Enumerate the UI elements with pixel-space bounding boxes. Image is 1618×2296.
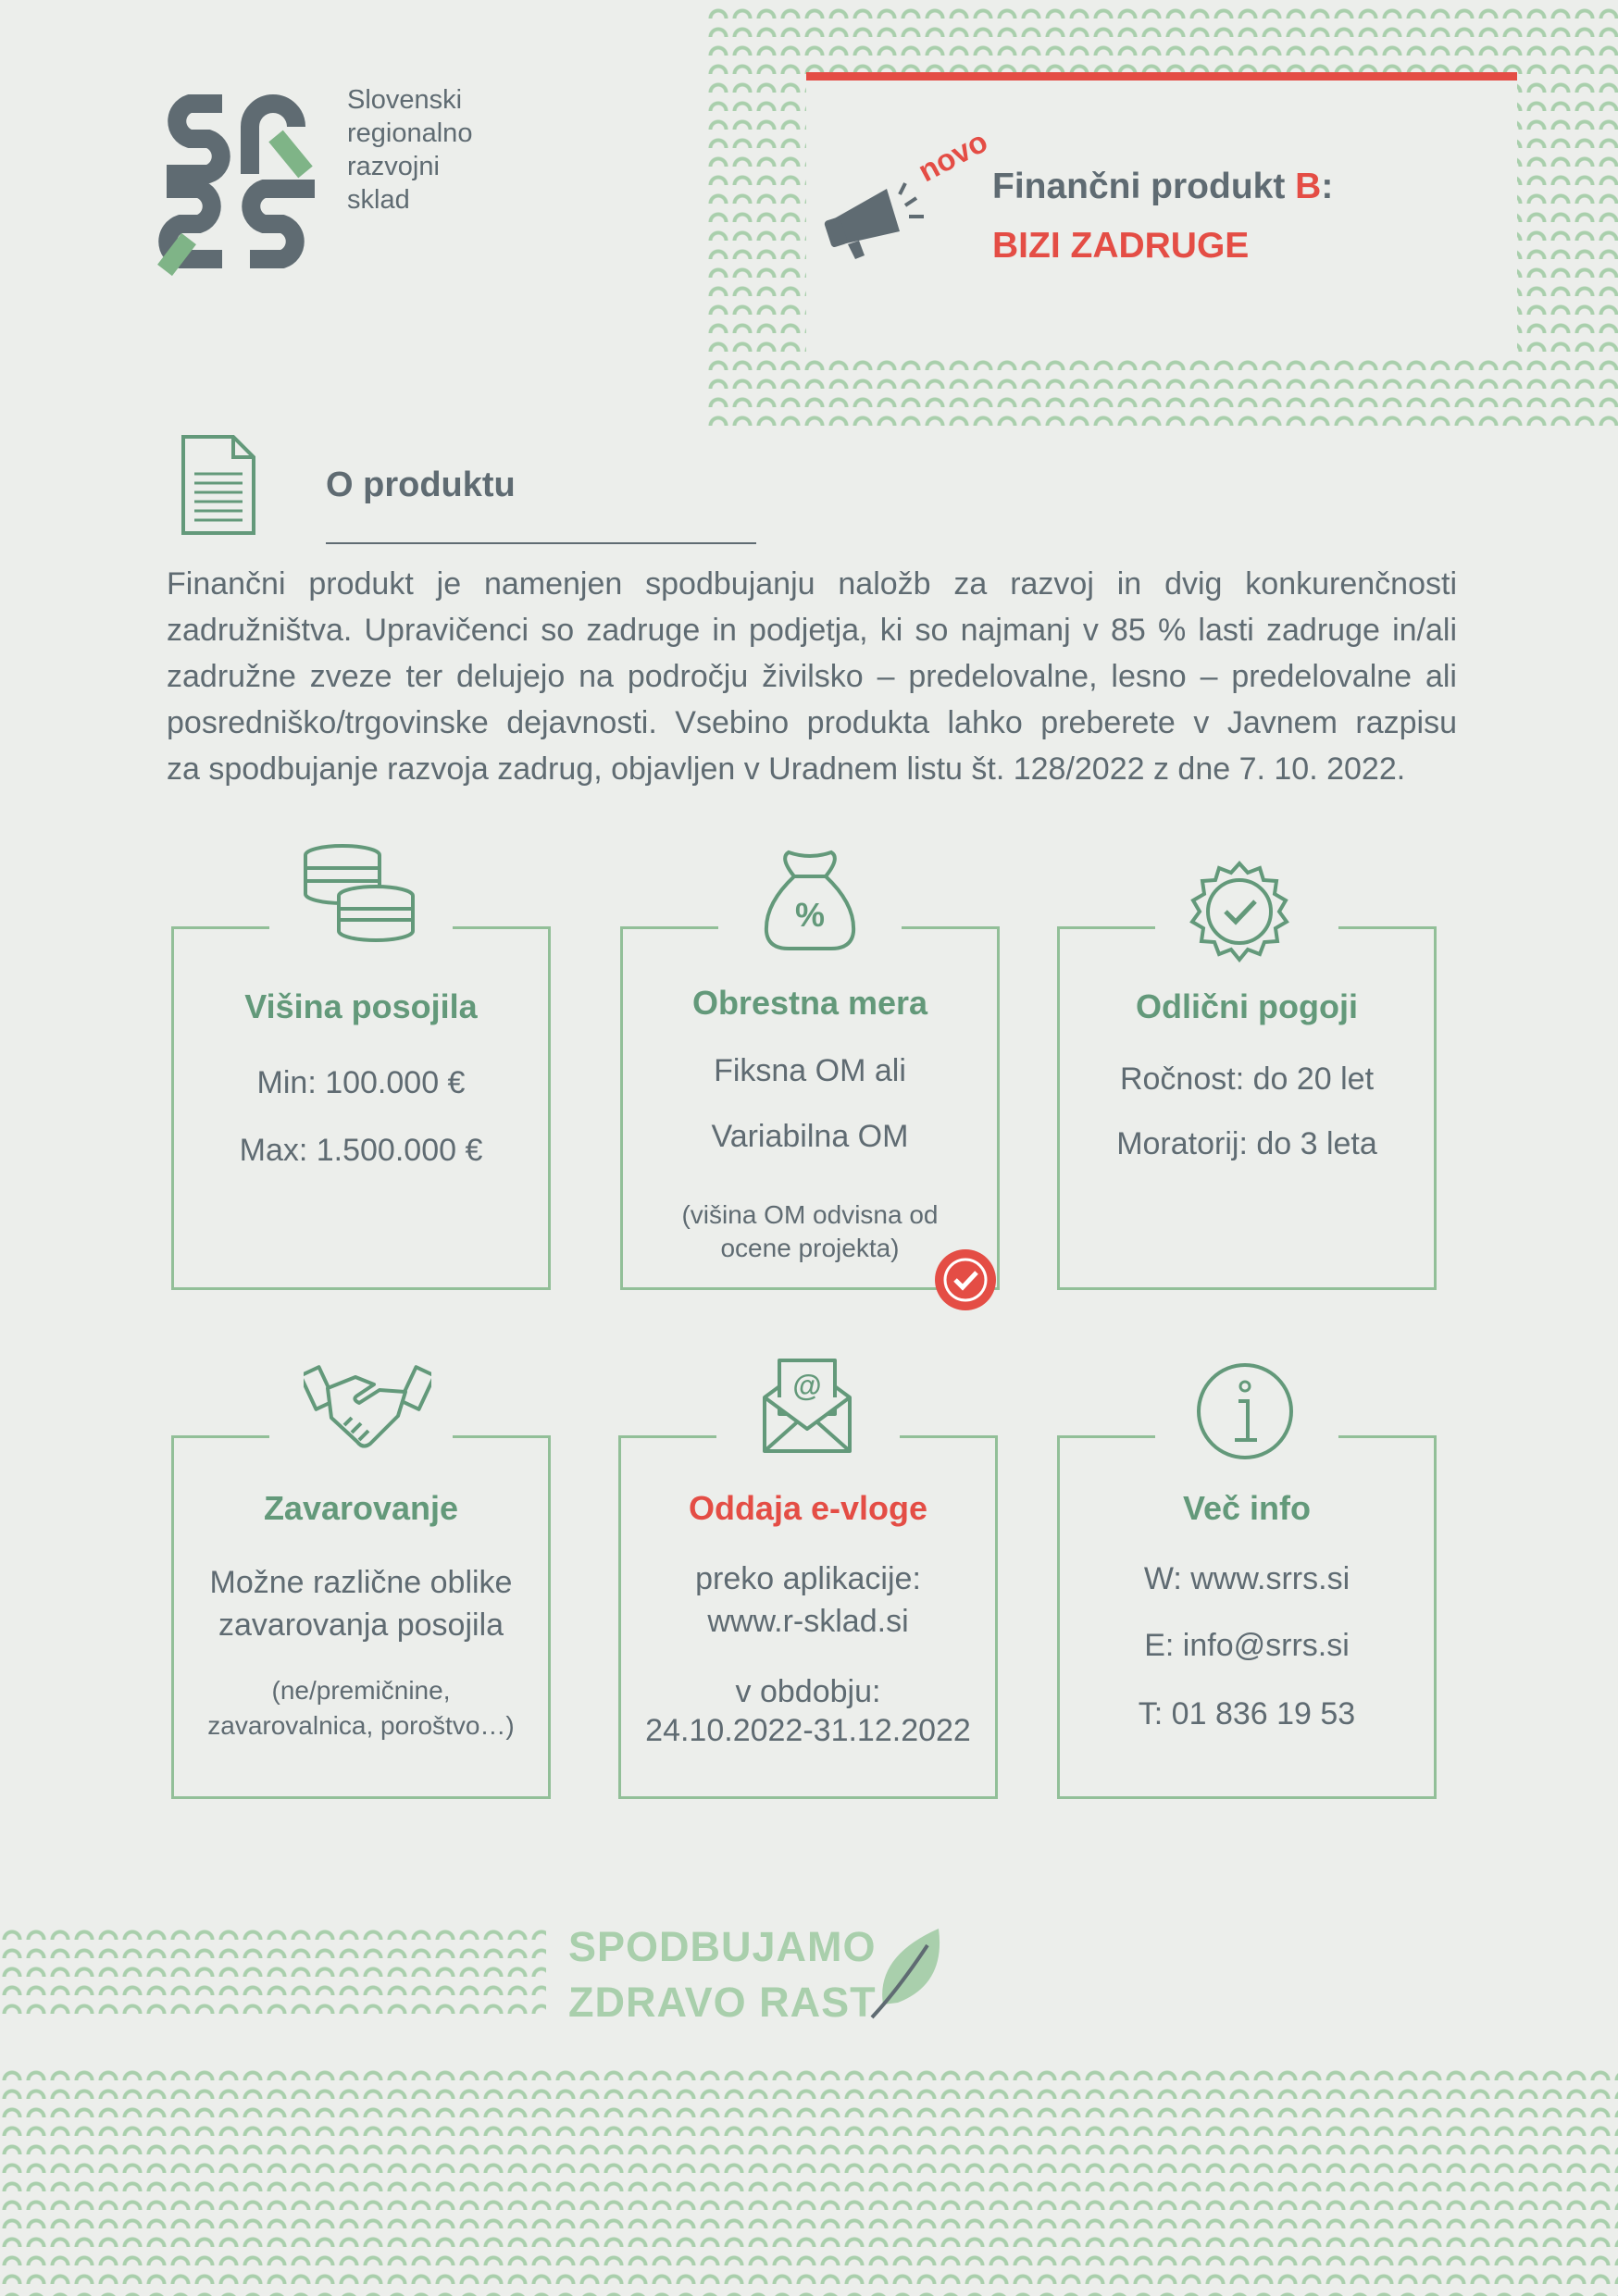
paragraph-line: zadružništva. Upravičenci so zadruge in podjetja, ki so najmanj v 85 % lasti zadruge in/ali xyxy=(167,613,1457,648)
logo-line: razvojni xyxy=(347,152,440,181)
document-icon xyxy=(180,433,257,537)
rate-note: ocene projekta) xyxy=(720,1234,900,1262)
leaf-icon xyxy=(870,1925,942,2019)
rate-fixed: Fiksna OM ali xyxy=(714,1053,906,1088)
footer-pattern-left xyxy=(0,1921,546,2014)
card-terms xyxy=(1057,926,1437,1290)
apply-website: www.r-sklad.si xyxy=(707,1604,909,1639)
paragraph-line: za spodbujanje razvoja zadrug, objavljen v Uradnem listu št. 128/2022 z dne 7. 10. 2022. xyxy=(167,751,1406,787)
insurance-note: zavarovalnica, poroštvo…) xyxy=(207,1711,515,1740)
terms-moratorium: Moratorij: do 3 leta xyxy=(1116,1126,1377,1161)
about-divider xyxy=(326,542,756,544)
terms-maturity: Ročnost: do 20 let xyxy=(1119,1061,1375,1097)
logo-text xyxy=(347,83,472,217)
seal-check-icon xyxy=(1185,857,1294,966)
srrs-logo xyxy=(157,85,324,279)
paragraph-line: zadružne zveze ter delujejo na področju živilsko – predelovalne, lesno – predelovalne ali xyxy=(167,659,1457,694)
rate-note: (višina OM odvisna od xyxy=(681,1200,939,1229)
card-heading: Obrestna mera xyxy=(691,984,928,1022)
info-email[interactable]: E: info@srrs.si xyxy=(1144,1628,1350,1663)
product-subtitle: BIZI ZADRUGE xyxy=(992,226,1250,266)
title-letter: B xyxy=(1295,167,1322,206)
rate-variable: Variabilna OM xyxy=(711,1119,909,1154)
insurance-line: zavarovanja posojila xyxy=(218,1607,504,1643)
card-heading: Odlični pogoji xyxy=(1136,987,1358,1025)
about-paragraph xyxy=(167,561,1457,792)
card-heading: Zavarovanje xyxy=(263,1489,459,1527)
card-insurance xyxy=(171,1435,551,1799)
handshake-icon xyxy=(304,1360,431,1451)
card-interest-rate xyxy=(620,926,1000,1290)
logo-line: Slovenski xyxy=(347,85,463,115)
loan-max: Max: 1.500.000 € xyxy=(239,1133,483,1168)
svg-text:%: % xyxy=(794,896,826,934)
info-phone: T: 01 836 19 53 xyxy=(1138,1696,1356,1731)
card-more-info xyxy=(1057,1435,1437,1799)
title-prefix: Finančni produkt xyxy=(992,167,1286,206)
info-icon xyxy=(1194,1360,1296,1462)
logo-line: regionalno xyxy=(347,118,473,148)
title-colon: : xyxy=(1321,167,1334,206)
apply-line: preko aplikacije: xyxy=(695,1561,921,1596)
envelope-at-icon xyxy=(761,1357,853,1455)
slogan-line: ZDRAVO RAST xyxy=(568,1979,877,2026)
money-bag-icon xyxy=(761,849,859,952)
card-heading: Višina posojila xyxy=(244,987,478,1025)
card-e-application xyxy=(618,1435,998,1799)
novo-badge: novo xyxy=(912,123,993,189)
svg-text:@: @ xyxy=(792,1369,822,1402)
footer-pattern-bottom xyxy=(0,2062,1618,2296)
card-loan-amount xyxy=(171,926,551,1290)
card-heading: Oddaja e-vloge xyxy=(688,1489,928,1527)
info-website[interactable]: W: www.srrs.si xyxy=(1143,1561,1350,1596)
megaphone-icon xyxy=(824,176,930,259)
insurance-line: Možne različne oblike xyxy=(209,1565,513,1600)
loan-min: Min: 100.000 € xyxy=(256,1065,466,1100)
apply-period: 24.10.2022-31.12.2022 xyxy=(645,1713,971,1748)
slogan xyxy=(568,1919,877,2030)
apply-line: v obdobju: xyxy=(735,1674,881,1709)
about-heading: O produktu xyxy=(326,465,516,504)
slogan-line: SPODBUJAMO xyxy=(568,1923,877,1970)
badge-check-icon xyxy=(933,1247,998,1312)
product-title xyxy=(992,167,1333,207)
coins-icon xyxy=(296,842,421,946)
logo-line: sklad xyxy=(347,185,410,215)
paragraph-line: Finančni produkt je namenjen spodbujanju naložb za razvoj in dvig konkurenčnosti xyxy=(167,566,1457,602)
paragraph-line: posredniško/trgovinske dejavnosti. Vsebino produkta lahko preberete v Javnem razpisu xyxy=(167,705,1457,740)
insurance-note: (ne/premičnine, xyxy=(271,1676,451,1705)
card-heading: Več info xyxy=(1182,1489,1312,1527)
